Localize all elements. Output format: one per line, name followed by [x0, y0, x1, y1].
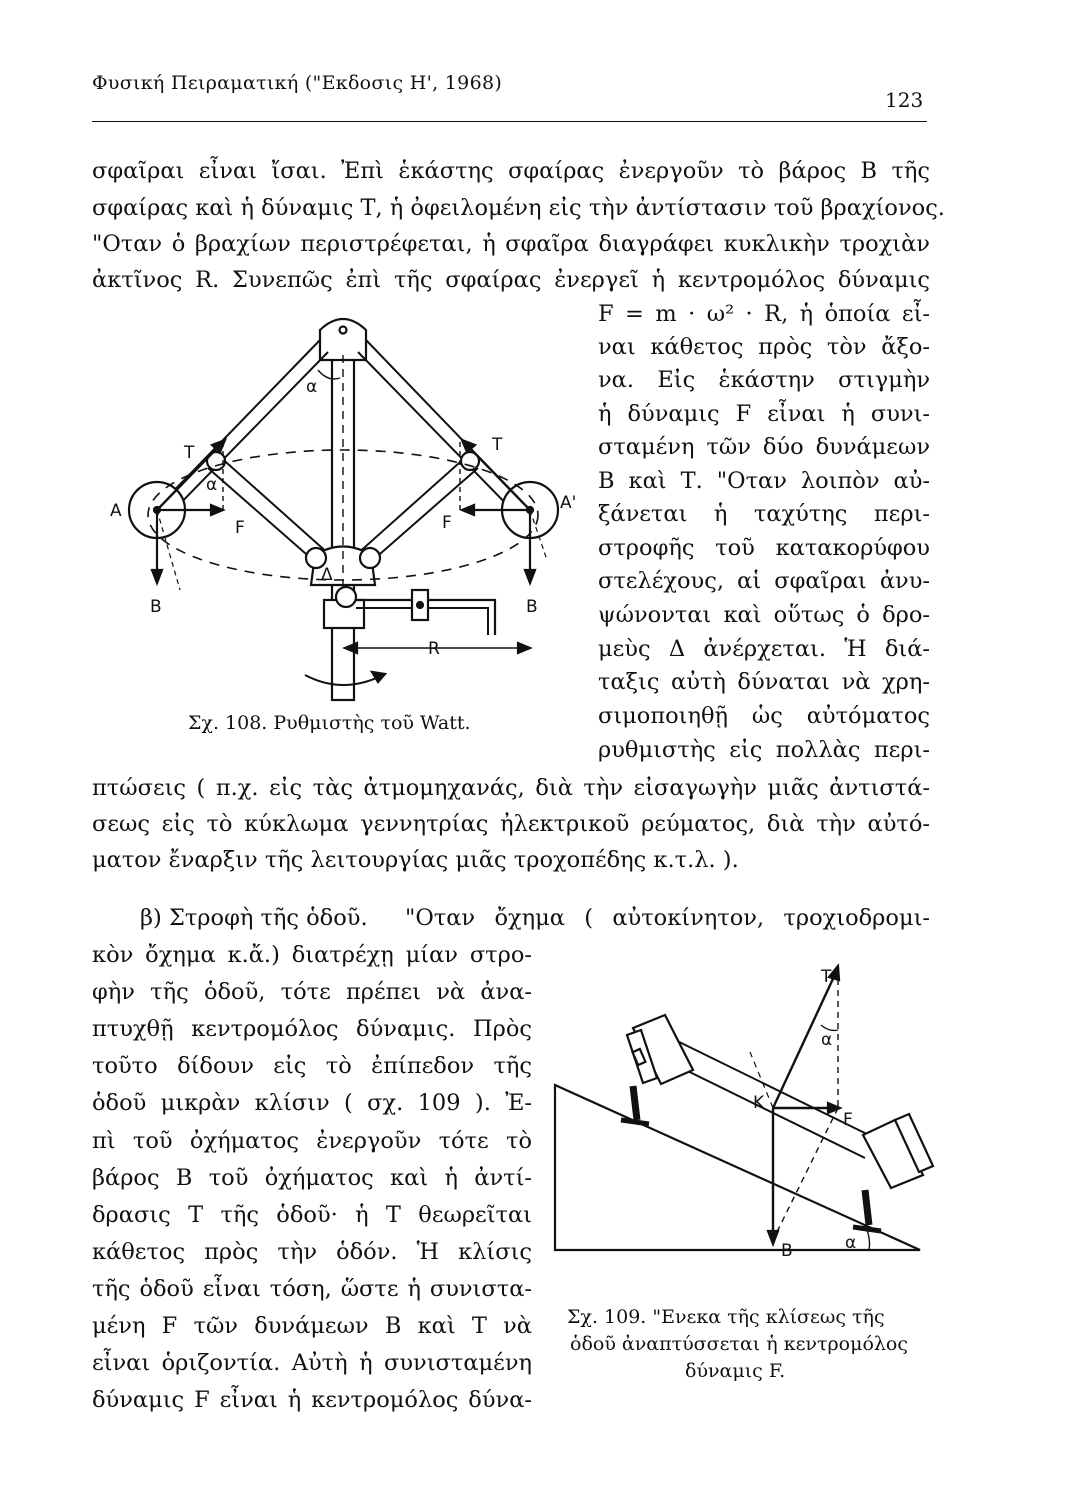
label-alpha-top: α — [821, 1030, 833, 1050]
body-line: ναι κάθετος πρὸς τὸν ἄξο- — [598, 334, 930, 360]
body-line: δύναμις F εἶναι ἡ κεντρομόλος δύνα- — [92, 1387, 532, 1413]
body-line: σεως εἰς τὸ κύκλωμα γεννητρίας ἠλεκτρικοῦ ρεύματος, διὰ τὴν αὐτό- — [92, 811, 930, 837]
body-line: ταξις αὐτὴ δύναται νὰ χρη- — [598, 669, 930, 695]
body-line: τοῦτο δίδουν εἰς τὸ ἐπίπεδον τῆς — [92, 1053, 532, 1079]
body-line: στροφῆς τοῦ κατακορύφου — [598, 535, 930, 561]
label-t: T — [821, 967, 832, 987]
label-r: R — [428, 639, 440, 659]
label-t-right: T — [492, 435, 503, 455]
figure-109-caption-line: δύναμις F. — [685, 1360, 786, 1382]
upper-arm-left — [160, 340, 320, 505]
label-a-left: Α — [110, 501, 122, 521]
label-a-right: Α' — [560, 493, 577, 513]
body-line: τῆς ὁδοῦ εἶναι τόση, ὥστε ἡ συνιστα- — [92, 1276, 532, 1302]
body-line: F = m · ω² · R, ἡ ὁποία εἶ- — [598, 301, 930, 327]
label-b: B — [781, 1241, 793, 1261]
label-b-left: B — [150, 597, 162, 617]
body-line: ψώνονται καὶ οὕτως ὁ δρο- — [598, 602, 930, 628]
label-b-right: B — [526, 597, 538, 617]
label-f: F — [843, 1110, 853, 1130]
label-f-right: F — [442, 513, 452, 533]
body-line: Β καὶ Τ. "Οταν λοιπὸν αὐ- — [598, 468, 930, 494]
figure-108-caption: Σχ. 108. Ρυθμιστὴς τοῦ Watt. — [188, 712, 471, 734]
body-line: ματον ἔναρξιν τῆς λειτουργίας μιᾶς τροχοπέδης κ.τ.λ. ). — [92, 847, 739, 873]
body-line: πτώσεις ( π.χ. εἰς τὰς ἀτμομηχανάς, διὰ τὴν εἰσαγωγὴν μιᾶς ἀντιστά- — [92, 775, 930, 801]
body-line: ἡ δύναμις F εἶναι ἡ συνι- — [598, 401, 930, 427]
body-line: μένη F τῶν δυνάμεων Β καὶ Τ νὰ — [92, 1313, 532, 1339]
section-heading: β) Στροφὴ τῆς ὁδοῦ. — [140, 905, 368, 931]
rail-left — [633, 1086, 637, 1120]
body-line: μεὺς Δ ἀνέρχεται. Ἡ διά- — [598, 636, 930, 662]
label-t-left: T — [184, 443, 195, 463]
label-alpha-top: α — [306, 377, 318, 397]
figure-108-watt-governor — [100, 300, 580, 720]
body-line: σφαῖραι εἶναι ἴσαι. Ἐπὶ ἑκάστης σφαίρας ἐνεργοῦν τὸ βάρος Β τῆς — [92, 158, 930, 184]
label-k: K — [753, 1093, 765, 1113]
running-header: Φυσική Πειραματική ("Εκδοσις Η', 1968) — [92, 72, 503, 94]
body-line: ξάνεται ἡ ταχύτης περι- — [598, 501, 930, 527]
body-line: ἀκτῖνος R. Συνεπῶς ἐπὶ τῆς σφαίρας ἐνεργεῖ ἡ κεντρομόλος δύναμις — [92, 267, 930, 293]
body-line: ὁδοῦ μικρὰν κλίσιν ( σχ. 109 ). Ἐ- — [92, 1090, 532, 1116]
body-line: δρασις Τ τῆς ὁδοῦ· ἡ Τ θεωρεῖται — [92, 1202, 532, 1228]
body-line: "Οταν ὁ βραχίων περιστρέφεται, ἡ σφαῖρα διαγράφει κυκλικὴν τροχιὰν — [92, 231, 930, 257]
body-line: εἶναι ὁριζοντία. Αὐτὴ ἡ συνισταμένη — [92, 1350, 532, 1376]
lower-link-left — [218, 455, 330, 555]
body-line: σφαίρας καὶ ἡ δύναμις Τ, ἡ ὀφειλομένη εἰς τὴν ἀντίστασιν τοῦ βραχίονος. — [92, 195, 945, 221]
body-line: να. Εἰς ἑκάστην στιγμὴν — [598, 367, 930, 393]
body-line: πὶ τοῦ ὀχήματος ἐνεργοῦν τότε τὸ — [92, 1128, 532, 1154]
body-line: ρυθμιστὴς εἰς πολλὰς περι- — [598, 737, 930, 763]
body-line: κὸν ὄχημα κ.ἄ.) διατρέχῃ μίαν στρο- — [92, 942, 532, 968]
header-rule — [92, 121, 927, 122]
figure-109-caption-line: ὁδοῦ ἀναπτύσσεται ἡ κεντρομόλος — [570, 1333, 909, 1355]
label-alpha-bottom: α — [845, 1233, 857, 1253]
body-line: φὴν τῆς ὁδοῦ, τότε πρέπει νὰ ἀνα- — [92, 979, 532, 1005]
body-line: πτυχθῇ κεντρομόλος δύναμις. Πρὸς — [92, 1016, 532, 1042]
page-number: 123 — [885, 88, 924, 112]
lower-link-right — [356, 455, 468, 555]
body-line: κάθετος πρὸς τὴν ὁδόν. Ἡ κλίσις — [92, 1239, 532, 1265]
body-line: "Οταν ὄχημα ( αὐτοκίνητον, τροχιοδρομι- — [405, 905, 930, 931]
label-alpha-left: α — [206, 475, 218, 495]
figure-109-caption-line: Σχ. 109. "Ενεκα τῆς κλίσεως τῆς — [567, 1306, 885, 1328]
rail-right — [865, 1190, 869, 1225]
label-f-left: F — [235, 518, 245, 538]
body-line: βάρος Β τοῦ ὀχήματος καὶ ἡ ἀντί- — [92, 1165, 532, 1191]
body-line: σιμοποιηθῇ ὡς αὐτόματος — [598, 703, 930, 729]
label-delta: Δ — [321, 565, 333, 585]
body-line: σταμένη τῶν δύο δυνάμεων — [598, 434, 930, 460]
body-line: στελέχους, αἱ σφαῖραι ἀνυ- — [598, 568, 930, 594]
figure-109-banked-road — [545, 960, 935, 1305]
